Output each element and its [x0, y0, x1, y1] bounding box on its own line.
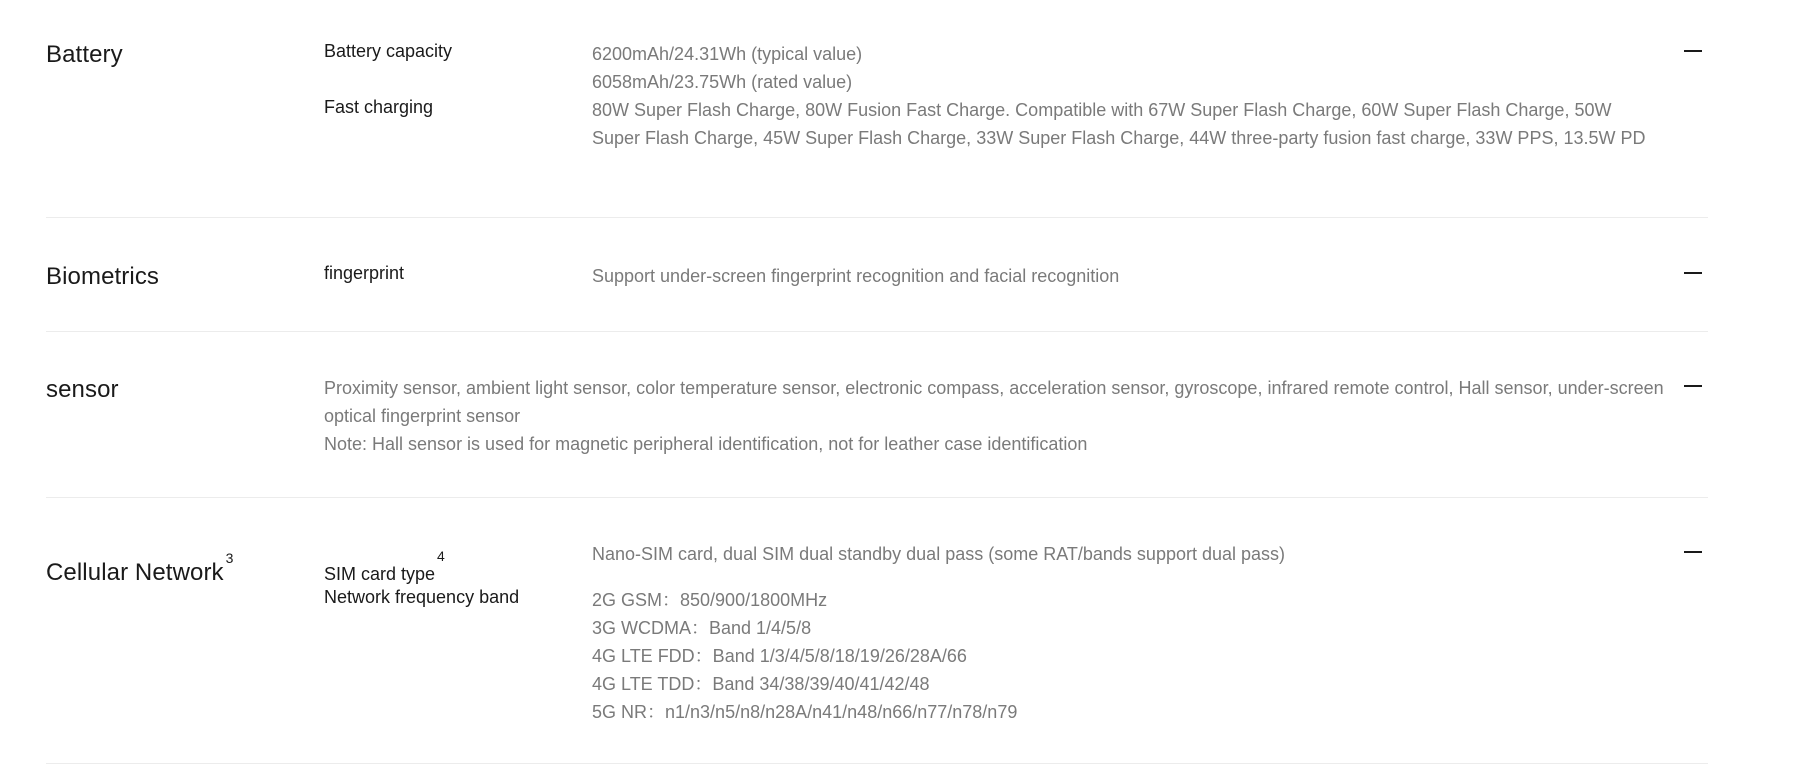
minus-icon	[1684, 385, 1702, 387]
section-title-sensor: sensor	[46, 376, 119, 403]
section-title-text: Cellular Network	[46, 559, 224, 586]
spec-value-line: Proximity sensor, ambient light sensor, color temperature sensor, electronic compass, acceleration sensor, gyroscope, infrared remote control, Hall sensor, under-screen optical fingerprint sensor	[324, 378, 1664, 426]
collapse-biometrics-button[interactable]	[1682, 262, 1704, 284]
spec-value-line: 2G GSM：850/900/1800MHz	[592, 590, 828, 610]
spec-value-line: 4G LTE FDD：Band 1/3/4/5/8/18/19/26/28A/66	[592, 646, 967, 666]
spec-value-line: 3G WCDMA：Band 1/4/5/8	[592, 618, 812, 638]
spec-value-line: Nano-SIM card, dual SIM dual standby dual pass (some RAT/bands support dual pass)	[592, 544, 1286, 564]
collapse-sensor-button[interactable]	[1682, 375, 1704, 397]
spec-value	[592, 40, 1664, 96]
spec-value	[592, 262, 1664, 290]
minus-icon	[1684, 551, 1702, 553]
spec-value-line: 6058mAh/23.75Wh (rated value)	[592, 72, 853, 92]
spec-label	[324, 548, 445, 585]
spec-label: Battery capacity	[324, 41, 453, 61]
section-title-biometrics: Biometrics	[46, 263, 160, 290]
section-title-cellular-network	[46, 550, 234, 587]
collapse-battery-button[interactable]	[1682, 40, 1704, 62]
section-title-battery: Battery	[46, 41, 123, 68]
sensor-description	[324, 374, 1674, 458]
footnote-marker: 3	[225, 550, 234, 566]
spec-label: fingerprint	[324, 263, 405, 283]
footnote-marker: 4	[437, 548, 445, 564]
collapse-cellular-network-button[interactable]	[1682, 541, 1704, 563]
spec-label: Network frequency band	[324, 587, 520, 607]
minus-icon	[1684, 50, 1702, 52]
minus-icon	[1684, 272, 1702, 274]
section-battery	[46, 0, 1708, 218]
spec-value	[592, 586, 1664, 726]
spec-value	[592, 540, 1664, 568]
spec-label-text: SIM card type	[324, 564, 436, 584]
section-sensor	[46, 332, 1708, 498]
spec-value-line: Note: Hall sensor is used for magnetic peripheral identification, not for leather case identification	[324, 434, 1088, 454]
spec-value: 80W Super Flash Charge, 80W Fusion Fast Charge. Compatible with 67W Super Flash Charge, 60W Super Flash Charge, 50W Super Flash Charge, 45W Super Flash Charge, 33W Super Flash Charge, 44W three-party fusion fast charge, 33W PPS, 13.5W PD	[592, 100, 1646, 148]
spec-list	[46, 0, 1708, 764]
section-cellular-network	[46, 498, 1708, 764]
section-biometrics	[46, 218, 1708, 332]
spec-value-line: 6200mAh/24.31Wh (typical value)	[592, 44, 863, 64]
spec-value-line: Support under-screen fingerprint recognition and facial recognition	[592, 266, 1120, 286]
spec-label: Fast charging	[324, 97, 434, 117]
spec-value-line: 5G NR：n1/n3/n5/n8/n28A/n41/n48/n66/n77/n78/n79	[592, 702, 1018, 722]
spec-value-line: 4G LTE TDD：Band 34/38/39/40/41/42/48	[592, 674, 930, 694]
